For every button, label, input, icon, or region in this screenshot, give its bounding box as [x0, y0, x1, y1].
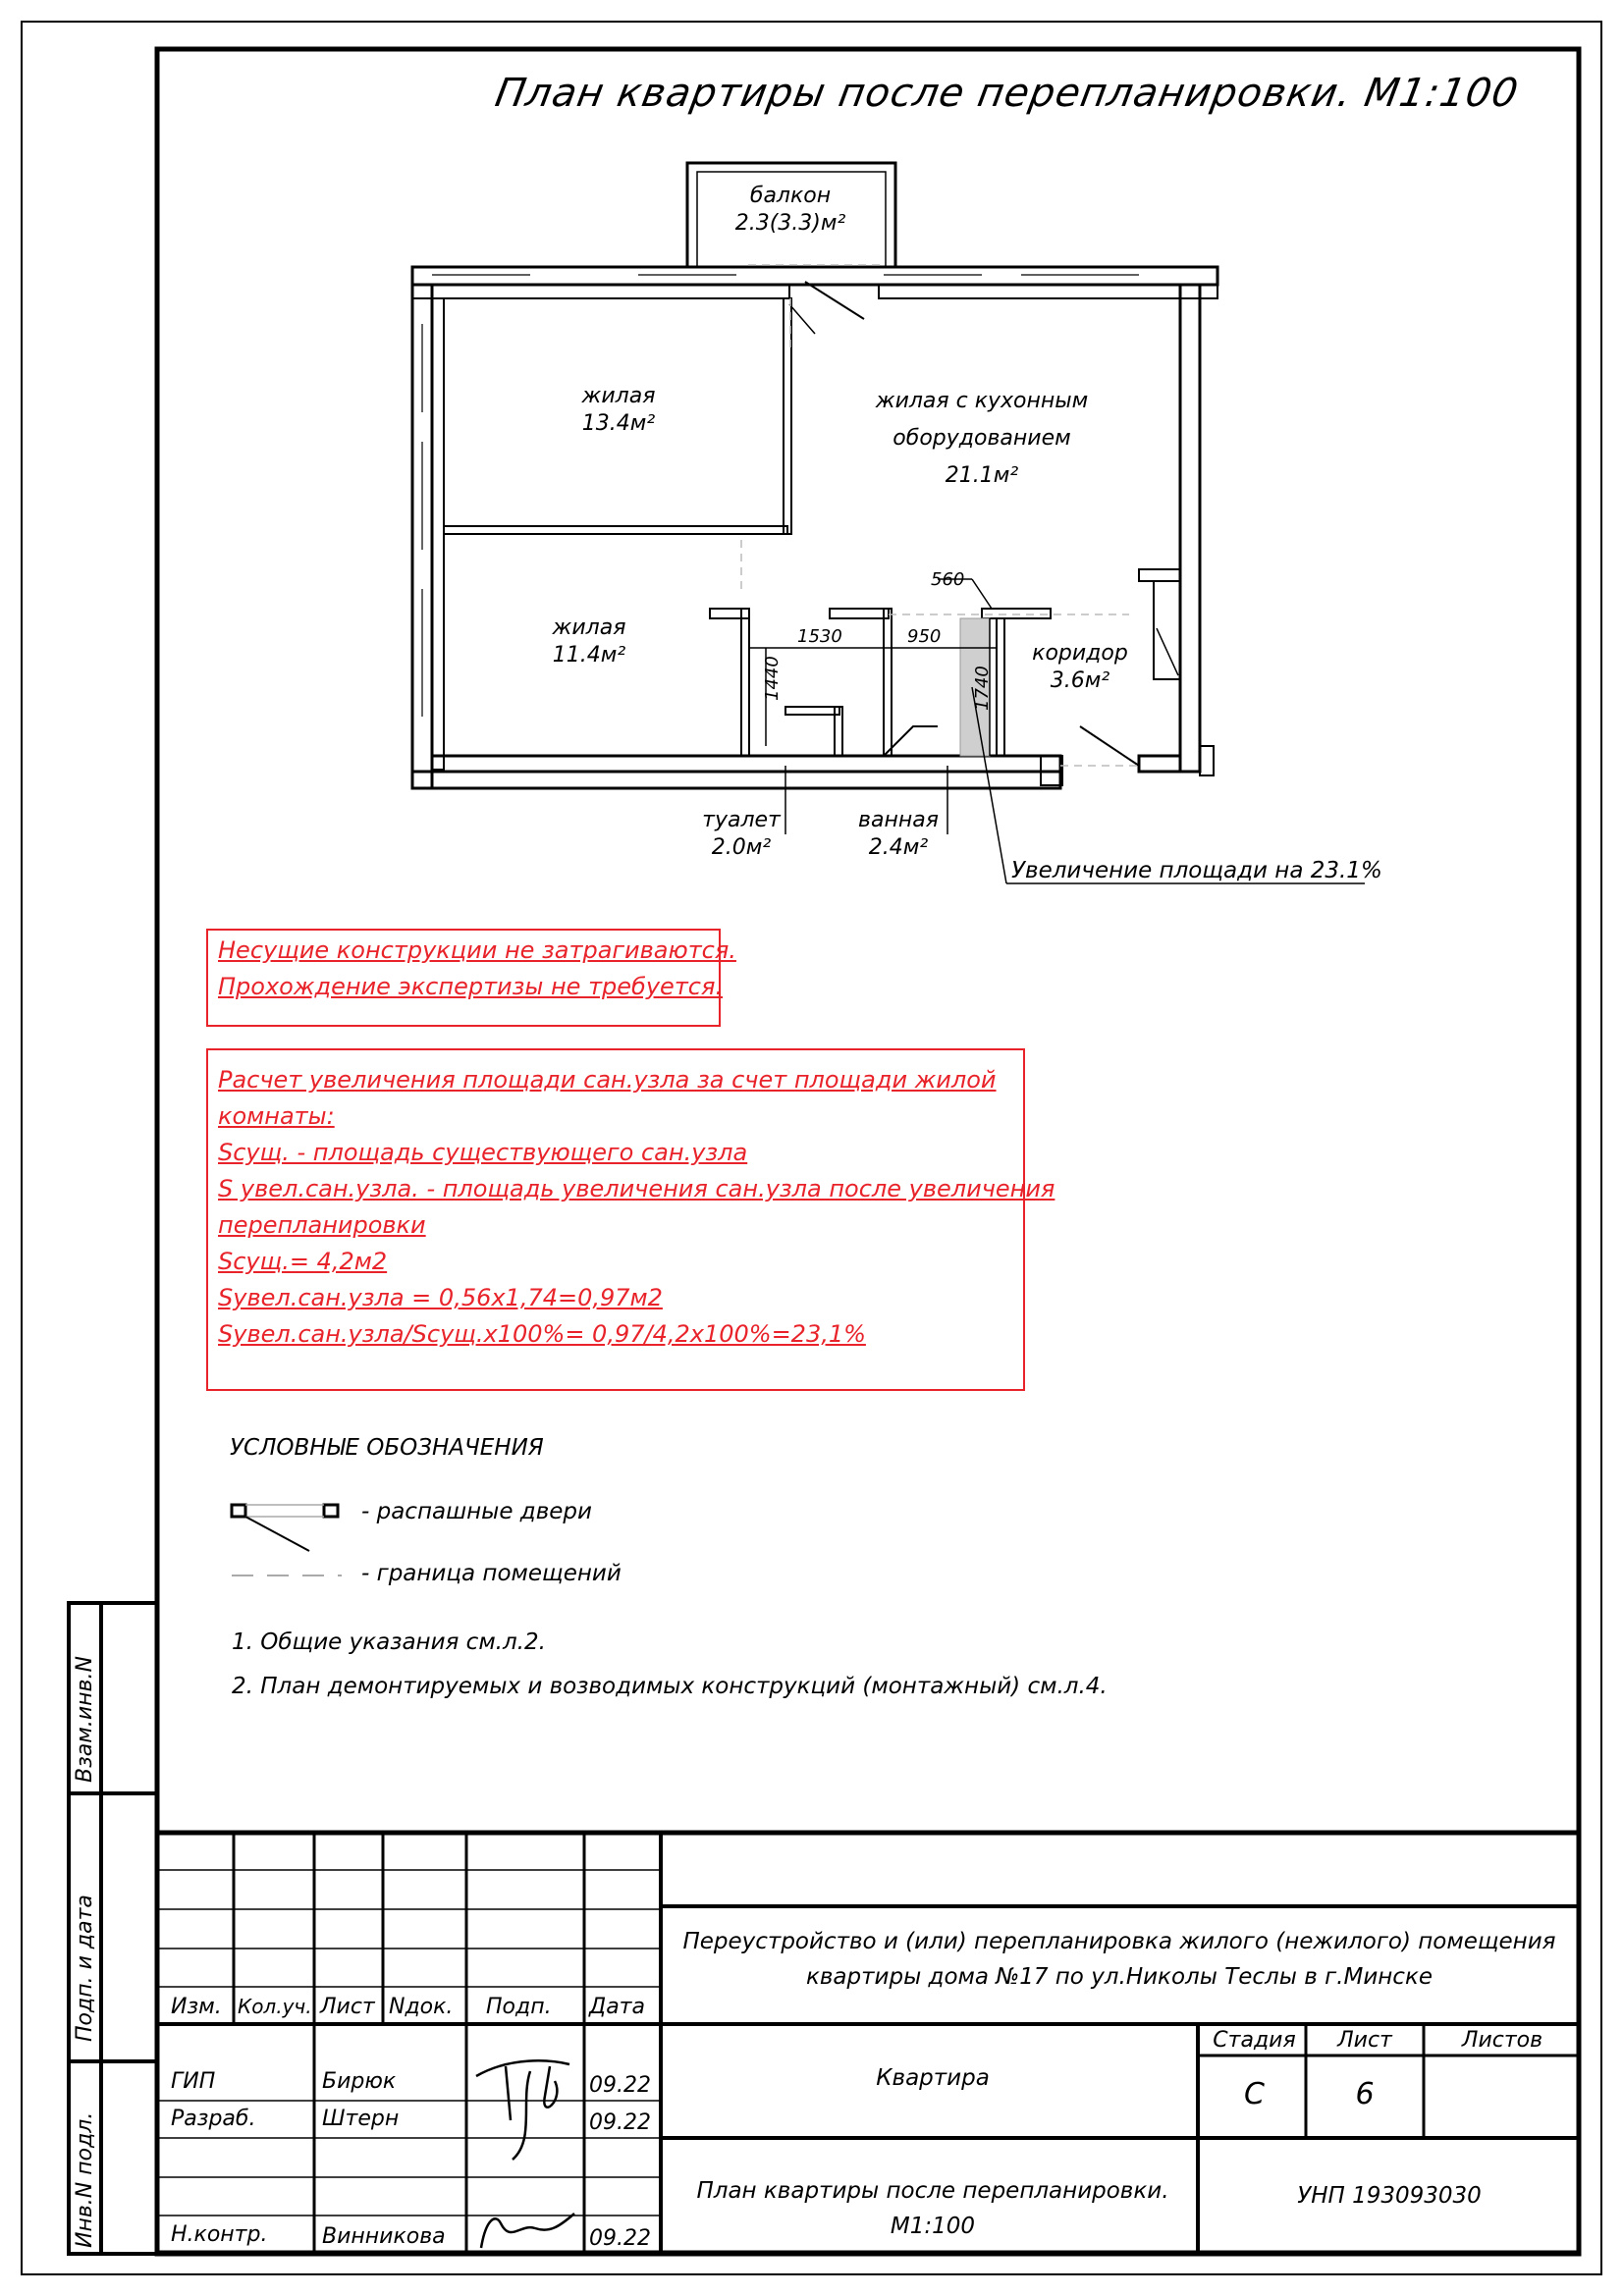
- calc-line1: Расчет увеличения площади сан.узла за счет площади жилой: [218, 1066, 997, 1094]
- tb-project-line1: Переустройство и (или) перепланировка жилого (нежилого) помещения: [682, 1929, 1556, 1954]
- floor-plan: [412, 163, 1365, 883]
- increase-callout: Увеличение площади на 23.1%: [1011, 858, 1382, 883]
- tb-row-nkontr-date: 09.22: [589, 2226, 651, 2251]
- room-toilet-name: туалет: [702, 808, 781, 832]
- room-bathroom-area: 2.4м²: [868, 835, 929, 860]
- tb-org: УНП 193093030: [1297, 2183, 1482, 2209]
- room-living-1-name: жилая: [581, 384, 656, 408]
- tb-row-razrab-name: Штерн: [322, 2107, 400, 2131]
- calc-text: [218, 1062, 1055, 1353]
- tb-project-line2: квартиры дома №17 по ул.Николы Теслы в г.Минске: [805, 1964, 1433, 1990]
- legend-doors: - распашные двери: [361, 1499, 592, 1524]
- calc-line5: перепланировки: [218, 1211, 426, 1239]
- tb-row-nkontr-name: Винникова: [322, 2224, 446, 2249]
- sheet-title: План квартиры после перепланировки. М1:100: [491, 71, 1523, 116]
- tb-sheet-name-line2: М1:100: [890, 2214, 976, 2239]
- legend-boundary: - граница помещений: [361, 1561, 622, 1586]
- room-living-kitchen: [854, 383, 1109, 495]
- room-corridor: [1021, 640, 1139, 695]
- notice-line2: Прохождение экспертизы не требуется.: [218, 973, 724, 1000]
- room-living-1-area: 13.4м²: [581, 411, 656, 436]
- side-stamp-vzam: Взам.инв.N: [73, 1656, 97, 1783]
- calc-line4: S увел.сан.узла. - площадь увеличения сан.узла после увеличения: [218, 1175, 1055, 1202]
- side-stamp-inv: Инв.N подл.: [73, 2111, 97, 2248]
- tb-row-razrab-date: 09.22: [589, 2110, 651, 2135]
- note-1: 1. Общие указания см.л.2.: [232, 1629, 546, 1655]
- room-corridor-area: 3.6м²: [1050, 668, 1110, 693]
- tb-object: Квартира: [876, 2065, 990, 2091]
- tb-row-nkontr-role: Н.контр.: [171, 2222, 268, 2247]
- tb-header-list: Лист: [320, 1995, 375, 2019]
- room-balcony: [722, 183, 859, 238]
- dim-950: 950: [907, 626, 942, 647]
- room-living-1: [550, 383, 687, 438]
- tb-header-data: Дата: [589, 1995, 645, 2019]
- room-bathroom: [844, 807, 952, 862]
- tb-list-label: Лист: [1337, 2028, 1392, 2053]
- room-corridor-name: коридор: [1032, 641, 1128, 666]
- tb-sheet-name: [668, 2173, 1198, 2244]
- note-2: 2. План демонтируемых и возводимых конструкций (монтажный) см.л.4.: [232, 1674, 1108, 1699]
- calc-line6: Sсущ.= 4,2м2: [218, 1248, 388, 1275]
- legend-title: УСЛОВНЫЕ ОБОЗНАЧЕНИЯ: [230, 1435, 544, 1461]
- tb-row-gip-role: ГИП: [171, 2069, 216, 2094]
- calc-line2: комнаты:: [218, 1102, 335, 1130]
- room-living-kitchen-line1: жилая с кухонным: [875, 389, 1089, 413]
- calc-line8: Sувел.сан.узла/Sсущ.х100%= 0,97/4,2х100%=23,1%: [218, 1320, 866, 1348]
- tb-row-gip-date: 09.22: [589, 2073, 651, 2098]
- legend-door-symbol: [232, 1505, 338, 1551]
- side-stamp-podp: Подп. и дата: [73, 1895, 97, 2042]
- tb-listov-label: Листов: [1461, 2028, 1543, 2053]
- dim-560: 560: [931, 569, 965, 590]
- room-living-kitchen-area: 21.1м²: [945, 463, 1019, 488]
- notice-text: [218, 933, 736, 1005]
- dim-1440: 1440: [762, 656, 783, 701]
- room-living-2-area: 11.4м²: [552, 643, 626, 667]
- tb-header-ndok: Nдок.: [389, 1995, 454, 2019]
- tb-header-podp: Подп.: [486, 1995, 552, 2019]
- dim-1530: 1530: [797, 626, 842, 647]
- tb-header-koluch: Кол.уч.: [238, 1995, 312, 2018]
- room-living-kitchen-line2: оборудованием: [893, 426, 1071, 451]
- room-living-2: [520, 614, 658, 669]
- tb-stage-value: С: [1244, 2077, 1265, 2111]
- tb-project: [668, 1924, 1571, 1995]
- room-bathroom-name: ванная: [858, 808, 939, 832]
- room-toilet-area: 2.0м²: [711, 835, 772, 860]
- tb-header-izm: Изм.: [171, 1995, 222, 2019]
- tb-row-gip-name: Бирюк: [322, 2069, 397, 2094]
- room-toilet: [687, 807, 795, 862]
- calc-line3: Sсущ. - площадь существующего сан.узла: [218, 1139, 748, 1166]
- signature-gip: [476, 2060, 569, 2160]
- tb-list-value: 6: [1355, 2077, 1375, 2111]
- signature-nkontr: [481, 2214, 574, 2248]
- room-balcony-name: балкон: [749, 184, 832, 208]
- dim-1740: 1740: [972, 666, 993, 711]
- room-balcony-area: 2.3(3.3)м²: [734, 211, 846, 236]
- tb-sheet-name-line1: План квартиры после перепланировки.: [696, 2178, 1169, 2204]
- tb-stage-label: Стадия: [1213, 2028, 1296, 2053]
- tb-row-razrab-role: Разраб.: [171, 2107, 256, 2131]
- calc-line7: Sувел.сан.узла = 0,56х1,74=0,97м2: [218, 1284, 663, 1311]
- room-living-2-name: жилая: [552, 615, 626, 640]
- notice-line1: Несущие конструкции не затрагиваются.: [218, 936, 736, 964]
